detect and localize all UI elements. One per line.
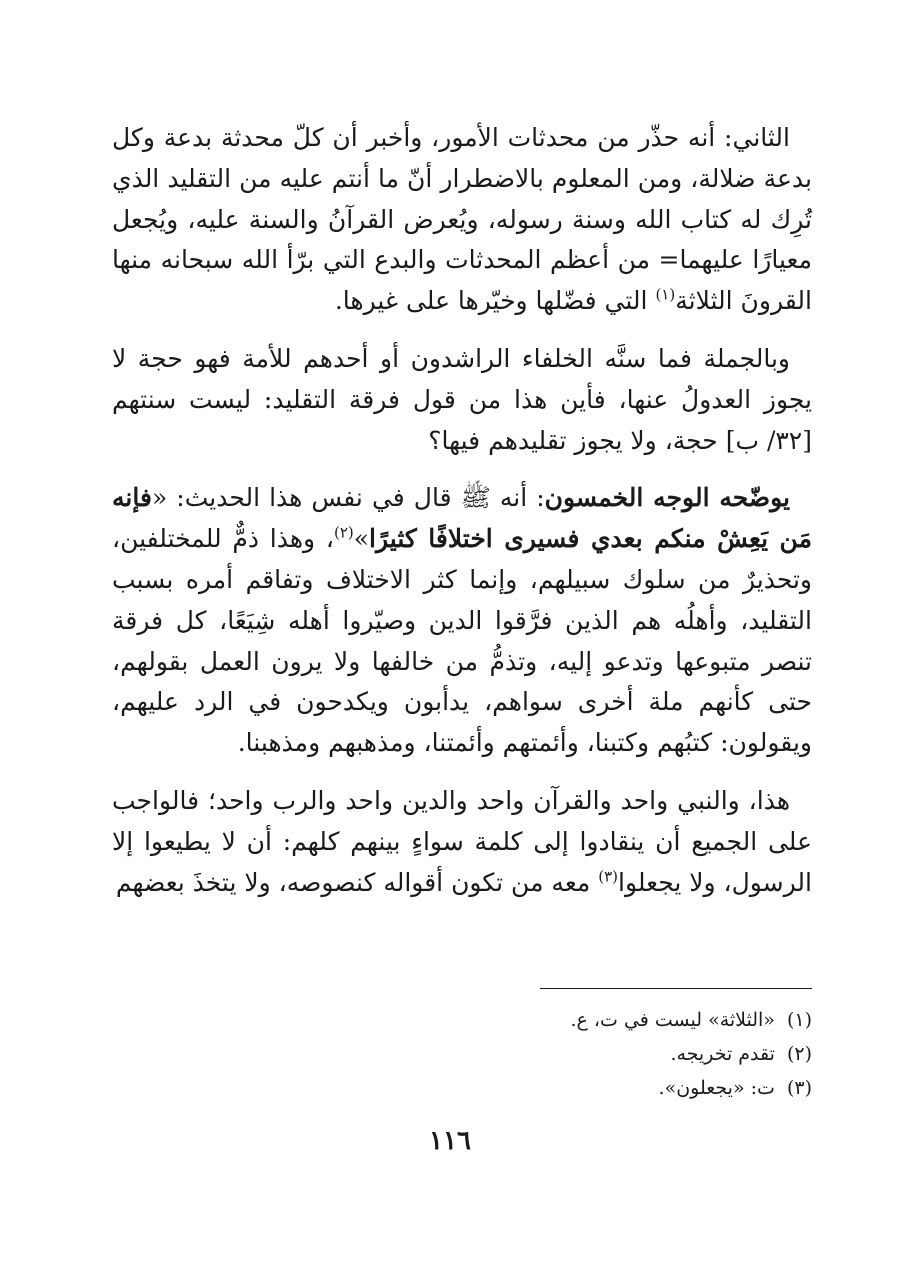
footnote-ref-1: (١) (655, 285, 676, 304)
paragraph-2-text: وبالجملة فما سنَّه الخلفاء الراشدون أو أحدهم للأمة فهو حجة لا يجوز العدولُ عنها، فأين هذا من قول فرقة التقليد: ليست سنتهم [٣٢/ ب] حجة، ولا يجوز تقليدهم فيها؟ (112, 343, 812, 455)
footnote-3 (312, 1071, 812, 1105)
paragraph-3-lead: يوضّحه الوجه الخمسون (544, 483, 790, 513)
footnotes (312, 1003, 812, 1105)
main-text (112, 118, 812, 920)
paragraph-1-text: الثاني: أنه حذّر من محدثات الأمور، وأخبر أن كلّ محدثة بدعة وكل بدعة ضلالة، ومن المعلوم بالاضطرار أنّ ما أنتم عليه من التقليد الذي تُرِك له كتاب الله وسنة رسوله، ويُعرض القرآنُ والسنة عليه، ويُجعل معيارًا عليهما= من أعظم المحدثات والبدع التي برّأ الله سبحانه منها القرونَ الثلاثة (112, 123, 812, 316)
footnote-1-text: «الثلاثة» ليست في ت، ع. (570, 1009, 775, 1031)
paragraph-1 (112, 118, 812, 322)
footnote-1 (312, 1003, 812, 1037)
footnote-ref-2: (٢) (333, 523, 354, 542)
footnote-3-text: ت: «يجعلون». (658, 1077, 775, 1099)
footnote-2 (312, 1037, 812, 1071)
paragraph-3-text1: : أنه ﷺ قال في نفس هذا الحديث: « (151, 483, 545, 513)
paragraph-4 (112, 781, 812, 903)
paragraph-1-tail: التي فضّلها وخيّرها على غيرها. (334, 286, 656, 316)
paragraph-4-text2: معه من تكون أقواله كنصوصه، ولا يتخذَ بعضهم (115, 867, 599, 897)
paragraph-3 (112, 478, 812, 764)
footnote-2-number: (٢) (786, 1043, 812, 1065)
footnote-separator (540, 988, 812, 989)
footnote-1-number: (١) (786, 1009, 812, 1031)
paragraph-3-text3: ، وهذا ذمٌّ للمختلفين، وتحذيرٌ من سلوك سبيلهم، وإنما كثر الاختلاف وتفاقم أمره بسبب التقليد، وأهلُه هم الذين فرَّقوا الدين وصيّروا أهله شِيَعًا، كل فرقة تنصر متبوعها وتدعو إليه، وتذمُّ من خالفها ولا يرون العمل بقولهم، حتى كأنهم ملة أخرى سواهم، يدأبون ويكدحون في الرد عليهم، ويقولون: كتبُهم وكتبنا، وأئمتهم وأئمتنا، ومذهبهم ومذهبنا. (112, 524, 812, 758)
paragraph-2 (112, 339, 812, 461)
paragraph-3-text2: » (353, 524, 370, 554)
paragraph-4-text1: هذا، والنبي واحد والقرآن واحد والدين واحد والرب واحد؛ فالواجب على الجميع أن ينقادوا إلى كلمة سواءٍ بينهم كلهم: أن لا يطيعوا إلا الرسول، ولا يجعلوا (112, 785, 812, 897)
hadith-quote: فإنه مَن يَعِشْ منكم بعدي فسيرى اختلافًا كثيرًا (112, 483, 812, 554)
footnote-2-text: تقدم تخريجه. (670, 1043, 775, 1065)
footnote-ref-3: (٣) (598, 867, 619, 886)
footnote-3-number: (٣) (786, 1077, 812, 1099)
page-number: ١١٦ (429, 1126, 471, 1156)
